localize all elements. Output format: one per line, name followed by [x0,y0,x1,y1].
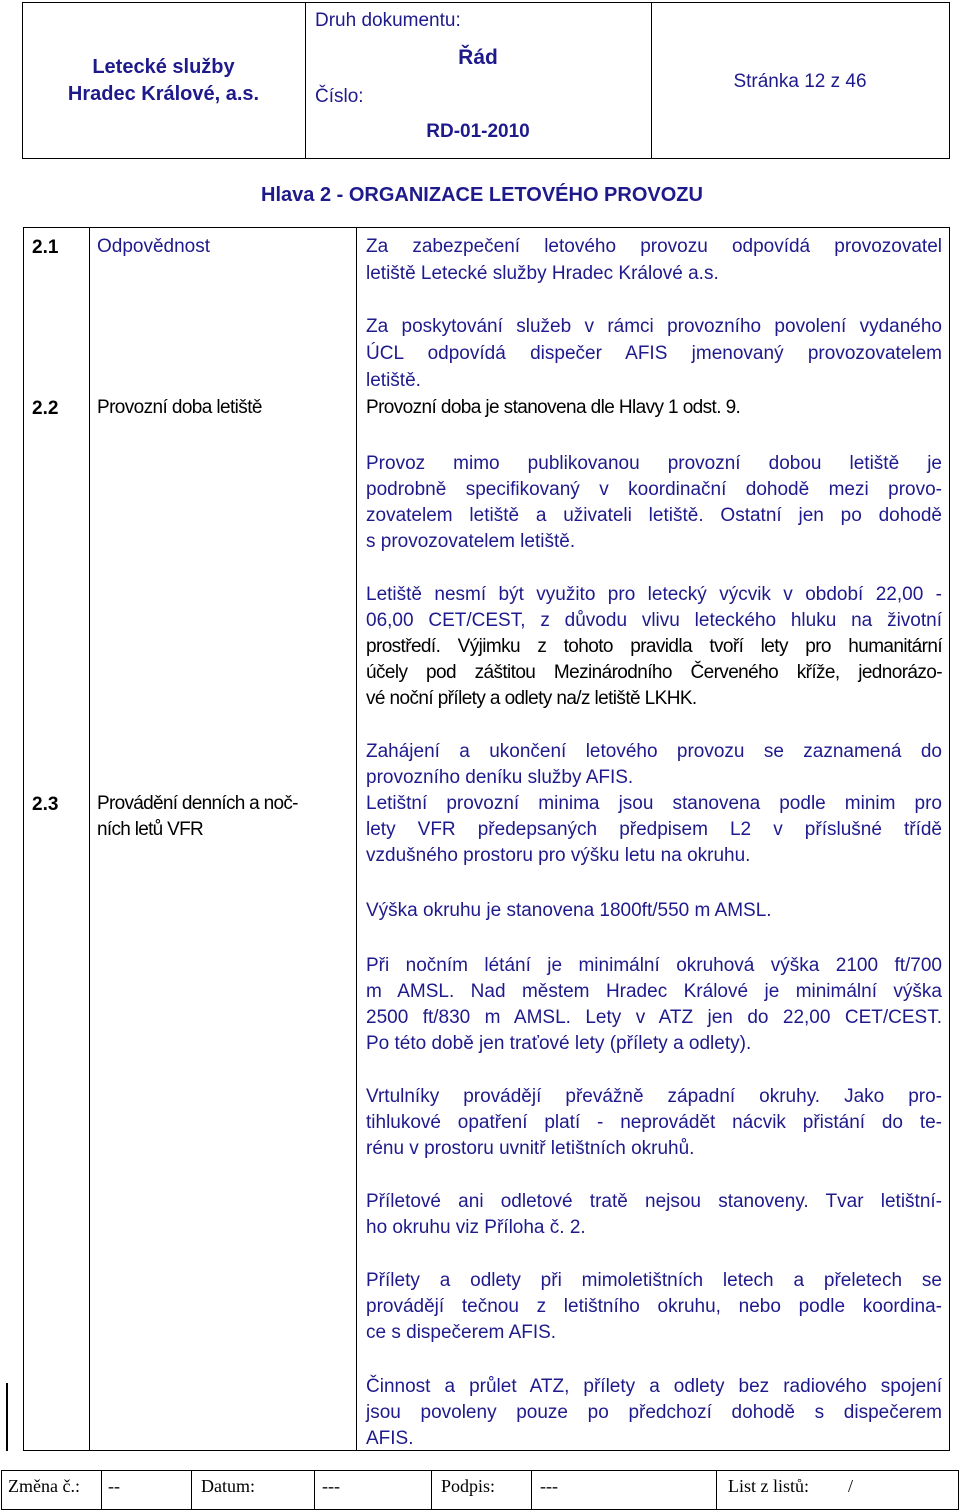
section-2-3-para-1-line-3: vzdušného prostoru pro výšku letu na okruhu. [366,845,751,866]
section-2-3-para-3-line-1: Při nočním létání je minimální okruhová výška 2100 ft/700 [366,955,942,976]
doc-number-value: RD-01-2010 [426,121,530,142]
section-2-2-para-3-line-2: 06,00 CET/CEST, z důvodu vlivu leteckého hluku na životní [366,610,942,631]
page-number: Stránka 12 z 46 [733,71,867,92]
section-2-3-para-5-line-1: Příletové ani odletové tratě nejsou stanoveny. Tvar letištní- [366,1191,942,1212]
section-2-3-title-line-2: ních letů VFR [97,819,204,840]
section-2-3-para-7-line-3: AFIS. [366,1428,414,1449]
section-2-2-title: Provozní doba letiště [97,397,262,418]
section-2-1-para-2-line-1: Za poskytování služeb v rámci provozního povolení vydaného [366,316,942,337]
section-2-3-para-4-line-3: rénu v prostoru uvnitř letištních okruhů. [366,1138,695,1159]
section-2-3-para-3-line-2: m AMSL. Nad městem Hradec Králové je minimální výška [366,981,942,1002]
section-2-3-para-3-line-3: 2500 ft/830 m AMSL. Lety v ATZ jen do 22,00 CET/CEST. [366,1007,942,1028]
section-2-3-para-5-line-2: ho okruhu viz Příloha č. 2. [366,1217,586,1238]
footer-date-value: --- [322,1476,340,1496]
footer-sheet-value: / [848,1476,854,1496]
section-2-3-para-3-line-4: Po této době jen traťové lety (přílety a odlety). [366,1033,752,1054]
chapter-title: Hlava 2 - ORGANIZACE LETOVÉHO PROVOZU [261,184,703,206]
section-2-2-para-2-line-2: podrobně specifikovaný v koordinační dohodě mezi provo- [366,479,942,500]
section-2-2-para-3-line-5: vé noční přílety a odlety na/z letiště LKHK. [366,688,697,709]
company-name-line2: Hradec Králové, a.s. [67,83,260,105]
section-2-3-para-2: Výška okruhu je stanovena 1800ft/550 m AMSL. [366,900,772,921]
section-2-2-para-2-line-4: s provozovatelem letiště. [366,531,576,552]
footer-change-value: -- [108,1476,120,1496]
section-2-2-para-2-line-1: Provoz mimo publikovanou provozní dobou letiště je [366,453,942,474]
section-2-3-para-6-line-2: provádějí tečnou z letištního okruhu, nebo podle koordina- [366,1296,942,1317]
section-2-3-para-1-line-2: lety VFR předepsaných předpisem L2 v příslušné třídě [366,819,942,840]
section-2-1-title: Odpovědnost [97,236,211,257]
footer-sheet-label: List z listů: [728,1476,809,1496]
section-2-3-para-1-line-1: Letištní provozní minima jsou stanovena podle minim pro [366,793,942,814]
section-2-1-number: 2.1 [32,237,59,258]
section-2-2-para-3-line-3: prostředí. Výjimku z tohoto pravidla tvoří lety pro humanitární [366,636,942,657]
footer-sign-value: --- [540,1476,558,1496]
section-2-3-para-4-line-2: tihlukové opatření platí - neprovádět nácvik přistání do te- [366,1112,942,1133]
doc-type-value: Řád [458,46,498,69]
doc-type-label: Druh dokumentu: [315,10,461,31]
section-2-3-para-4-line-1: Vrtulníky provádějí převážně západní okruhy. Jako pro- [366,1086,942,1107]
section-2-1-para-2-line-2: ÚCL odpovídá dispečer AFIS jmenovaný provozovatelem [366,343,942,364]
section-2-3-para-6-line-3: ce s dispečerem AFIS. [366,1322,557,1343]
company-name-line1: Letecké služby [92,56,235,78]
section-2-2-para-3-line-1: Letiště nesmí být využito pro letecký výcvik v období 22,00 - [366,584,942,605]
section-2-2-para-2-line-3: zovatelem letiště a uživateli letiště. Ostatní jen po dohodě [366,505,942,526]
section-2-2-para-1: Provozní doba je stanovena dle Hlavy 1 odst. 9. [366,397,741,418]
section-2-3-para-6-line-1: Přílety a odlety při mimoletištních letech a přeletech se [366,1270,942,1291]
section-2-2-para-4-line-2: provozního deníku služby AFIS. [366,767,634,788]
footer-change-label: Změna č.: [8,1476,80,1496]
section-2-3-para-7-line-2: jsou povoleny pouze po předchozí dohodě s dispečerem [366,1402,942,1423]
section-2-1-para-1-line-1: Za zabezpečení letového provozu odpovídá provozovatel [366,236,942,257]
section-2-1-para-2-line-3: letiště. [366,370,421,391]
section-2-3-title-line-1: Provádění denních a noč- [97,793,298,814]
footer-sign-label: Podpis: [441,1476,496,1496]
doc-number-label: Číslo: [315,86,364,107]
section-2-2-para-3-line-4: účely pod záštitou Mezinárodního Červeného kříže, jednorázo- [366,662,942,683]
section-2-3-number: 2.3 [32,794,59,815]
section-2-2-number: 2.2 [32,398,59,419]
section-2-1-para-1-line-2: letiště Letecké služby Hradec Králové a.s. [366,263,719,284]
section-2-3-para-7-line-1: Činnost a průlet ATZ, přílety a odlety bez radiového spojení [366,1376,942,1397]
footer-date-label: Datum: [201,1476,255,1496]
section-2-2-para-4-line-1: Zahájení a ukončení letového provozu se zaznamená do [366,741,942,762]
